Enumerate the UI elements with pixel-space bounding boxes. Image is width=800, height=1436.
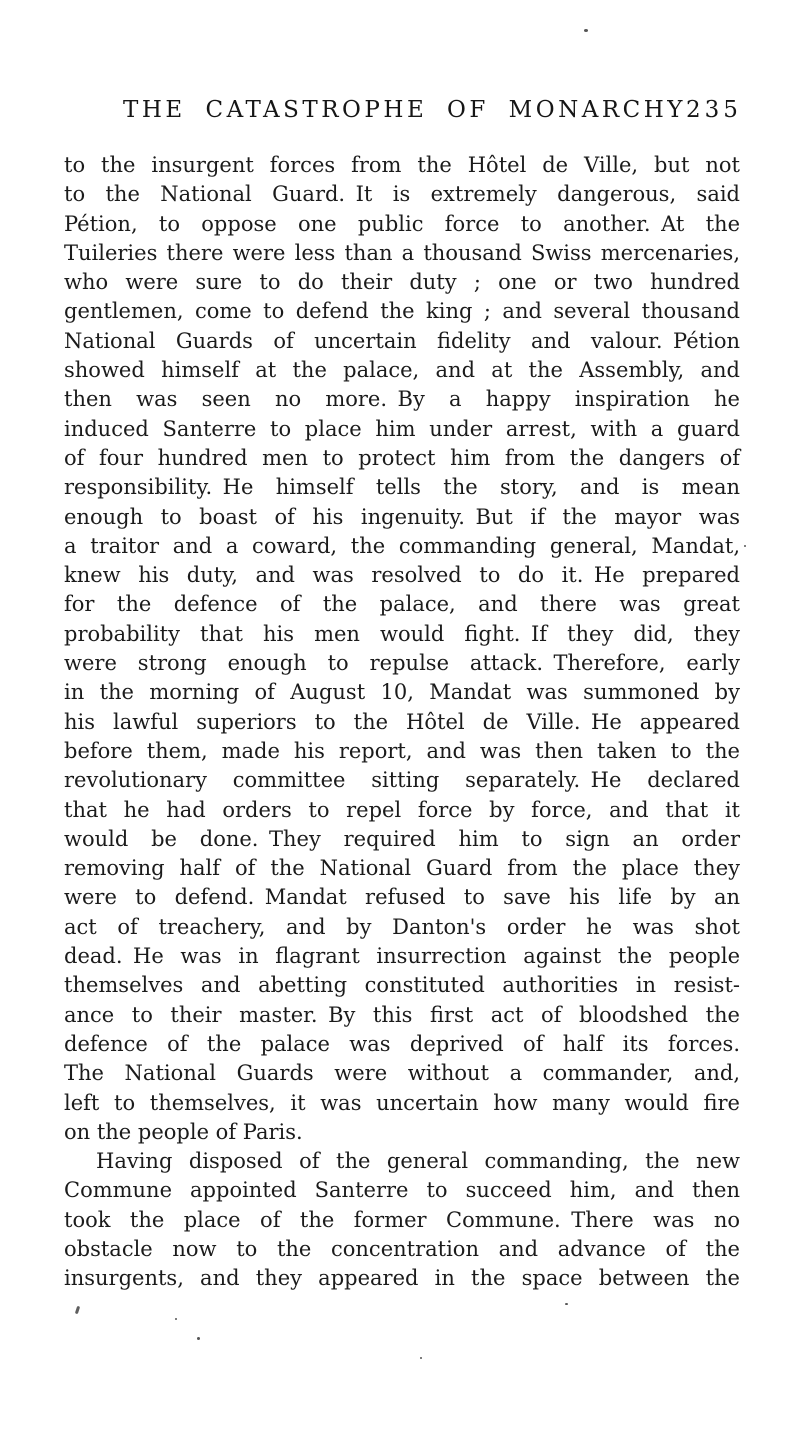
text-line: defence of the palace was deprived of half its forces. <box>64 1031 740 1056</box>
text-line: in the morning of August 10, Mandat was summoned by <box>64 680 740 705</box>
text-line: for the defence of the palace, and there was great <box>64 592 740 617</box>
text-line: enough to boast of his ingenuity. But if the mayor was <box>64 504 740 529</box>
text-line: took the place of the former Commune. There was no <box>64 1207 740 1232</box>
text-line: would be done. They required him to sign an order <box>64 826 740 851</box>
text-line: The National Guards were without a commander, and, <box>64 1061 740 1086</box>
text-line: that he had orders to repel force by force, and that it <box>64 797 740 822</box>
text-line: ance to their master. By this first act of bloodshed the <box>64 1002 740 1027</box>
text-line: National Guards of uncertain fidelity and valour. Pétion <box>64 328 740 353</box>
text-line: gentlemen, come to defend the king ; and several thousand <box>64 299 740 324</box>
text-line: revolutionary committee sitting separately. He declared <box>64 768 740 793</box>
running-head-title: THE CATASTROPHE OF MONARCHY <box>123 97 686 123</box>
text-line: were to defend. Mandat refused to save his life by an <box>64 885 740 910</box>
paragraph <box>64 151 740 1147</box>
text-line: before them, made his report, and was then taken to the <box>64 738 740 763</box>
scan-speck <box>744 545 746 547</box>
text-line: left to themselves, it was uncertain how many would fire <box>64 1090 740 1115</box>
text-line: dead. He was in flagrant insurrection against the people <box>64 944 740 969</box>
text-line: probability that his men would fight. If they did, they <box>64 621 740 646</box>
text-line: Commune appointed Santerre to succeed him, and then <box>64 1178 740 1203</box>
text-line: to the insurgent forces from the Hôtel de Ville, but not <box>64 153 740 177</box>
scan-speck <box>175 1318 177 1320</box>
text-line: Tuileries there were less than a thousand Swiss mercenaries, <box>64 240 740 265</box>
text-line: who were sure to do their duty ; one or two hundred <box>64 270 740 295</box>
paragraph <box>64 1147 740 1293</box>
body-text <box>64 151 740 1294</box>
text-line: removing half of the National Guard from the place they <box>64 856 740 881</box>
text-line: to the National Guard. It is extremely dangerous, said <box>64 182 740 207</box>
text-line: were strong enough to repulse attack. Therefore, early <box>64 651 740 676</box>
scan-speck <box>565 1303 568 1305</box>
text-line: responsibility. He himself tells the story, and is mean <box>64 475 740 500</box>
page-number: 235 <box>685 97 742 123</box>
text-line: act of treachery, and by Danton's order he was shot <box>64 914 740 939</box>
text-line: induced Santerre to place him under arrest, with a guard <box>64 416 740 441</box>
text-line: themselves and abetting constituted authorities in resist- <box>64 973 740 998</box>
text-line: showed himself at the palace, and at the Assembly, and <box>64 358 740 383</box>
text-line: on the people of Paris. <box>64 1119 303 1144</box>
text-line: his lawful superiors to the Hôtel de Ville. He appeared <box>64 709 740 734</box>
text-line: obstacle now to the concentration and advance of the <box>64 1236 740 1261</box>
scan-speck <box>584 29 588 32</box>
text-line: knew his duty, and was resolved to do it. He prepared <box>64 563 740 588</box>
scan-speck <box>197 1337 200 1340</box>
text-line: a traitor and a coward, the commanding general, Mandat, <box>64 533 740 558</box>
running-head <box>123 97 742 123</box>
text-line: Pétion, to oppose one public force to another. At the <box>64 211 740 236</box>
text-line: then was seen no more. By a happy inspiration he <box>64 387 740 412</box>
text-line: insurgents, and they appeared in the space between the <box>64 1266 740 1291</box>
text-line: Having disposed of the general commanding, the new <box>96 1149 740 1174</box>
scan-speck <box>75 1306 80 1315</box>
text-line: of four hundred men to protect him from the dangers of <box>64 445 740 470</box>
scan-speck <box>420 1357 422 1359</box>
